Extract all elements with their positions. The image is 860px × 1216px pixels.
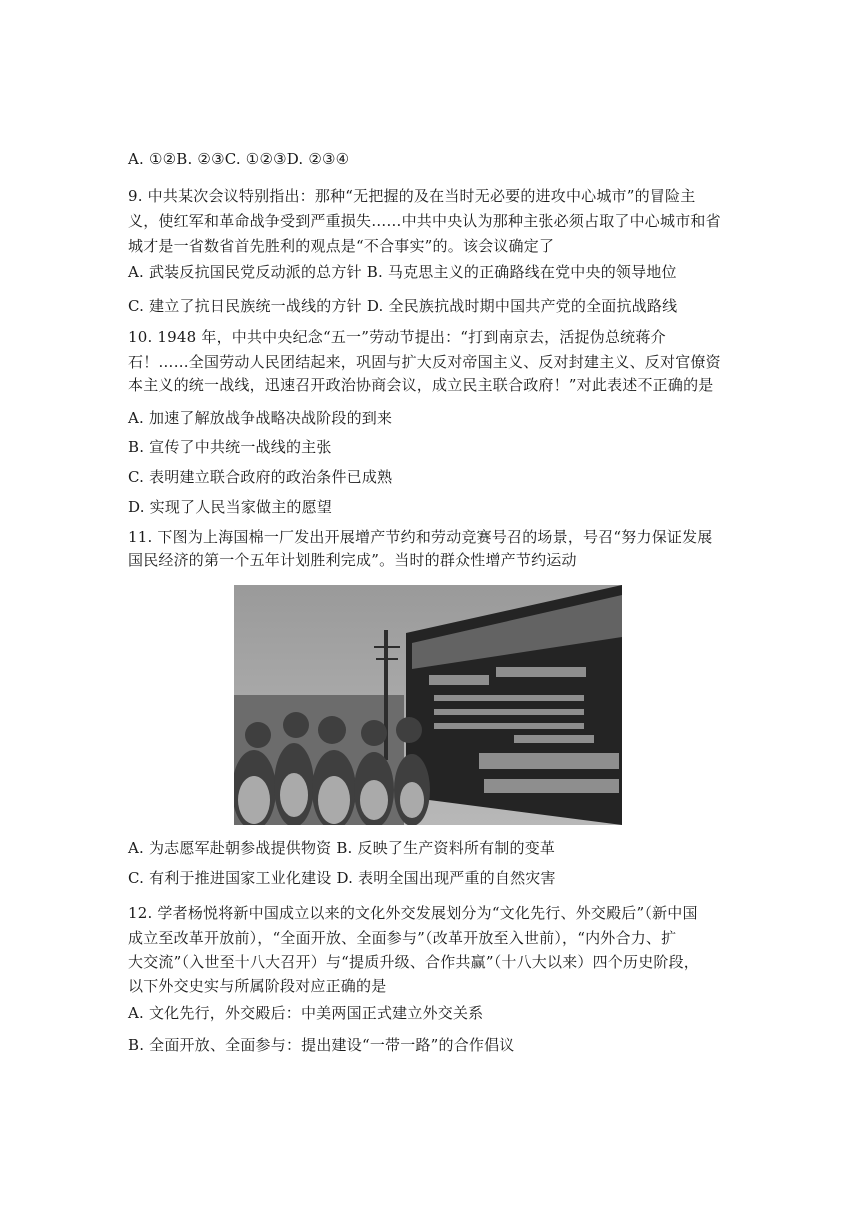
q12-stem-line-1: 12. 学者杨悦将新中国成立以来的文化外交发展划分为“文化先行、外交殿后”（新中国 [128,904,698,922]
q11-option-cd: C. 有利于推进国家工业化建设 D. 表明全国出现严重的自然灾害 [128,869,556,887]
q10-option-b: B. 宣传了中共统一战线的主张 [128,438,332,456]
q10-option-d: D. 实现了人民当家做主的愿望 [128,498,333,516]
q12-stem-line-4: 以下外交史实与所属阶段对应正确的是 [128,977,387,995]
q11-stem-line-1: 11. 下图为上海国棉一厂发出开展增产节约和劳动竞赛号召的场景，号召“努力保证发展 [128,528,713,546]
q10-option-c: C. 表明建立联合政府的政治条件已成熟 [128,468,393,486]
q9-stem-line-3: 城才是一省数省首先胜利的观点是“不合事实”的。该会议确定了 [128,237,555,255]
q12-stem-line-2: 成立至改革开放前），“全面开放、全面参与”（改革开放至入世前），“内外合力、扩 [128,929,677,947]
q9-option-ab: A. 武装反抗国民党反动派的总方针 B. 马克思主义的正确路线在党中央的领导地位 [128,263,677,281]
q10-option-a: A. 加速了解放战争战略决战阶段的到来 [128,409,393,427]
q8-options: A. ①②B. ②③C. ①②③D. ②③④ [128,150,350,168]
q9-option-cd: C. 建立了抗日民族统一战线的方针 D. 全民族抗战时期中国共产党的全面抗战路线 [128,297,678,315]
q11-stem-line-2: 国民经济的第一个五年计划胜利完成”。当时的群众性增产节约运动 [128,551,577,569]
q10-stem-line-2: 石！……全国劳动人民团结起来，巩固与扩大反对帝国主义、反对封建主义、反对官僚资 [128,353,721,371]
q9-stem-line-2: 义，使红军和革命战争受到严重损失……中共中央认为那种主张必须占取了中心城市和省 [128,212,721,230]
q11-option-ab: A. 为志愿军赴朝参战提供物资 B. 反映了生产资料所有制的变革 [128,839,556,857]
q12-option-a: A. 文化先行，外交殿后：中美两国正式建立外交关系 [128,1004,484,1022]
factory-billboard-photo [234,585,622,825]
photo-drawing [234,585,622,825]
q12-option-b: B. 全面开放、全面参与：提出建设“一带一路”的合作倡议 [128,1036,515,1054]
q10-stem-line-3: 本主义的统一战线，迅速召开政治协商会议，成立民主联合政府！”对此表述不正确的是 [128,376,714,394]
q10-stem-line-1: 10. 1948 年，中共中央纪念“五一”劳动节提出：“打到南京去，活捉伪总统蒋介 [128,328,666,346]
q9-stem-line-1: 9. 中共某次会议特别指出：那种“无把握的及在当时无必要的进攻中心城市”的冒险主 [128,187,696,205]
q12-stem-line-3: 大交流”（入世至十八大召开）与“提质升级、合作共赢”（十八大以来）四个历史阶段， [128,953,700,971]
